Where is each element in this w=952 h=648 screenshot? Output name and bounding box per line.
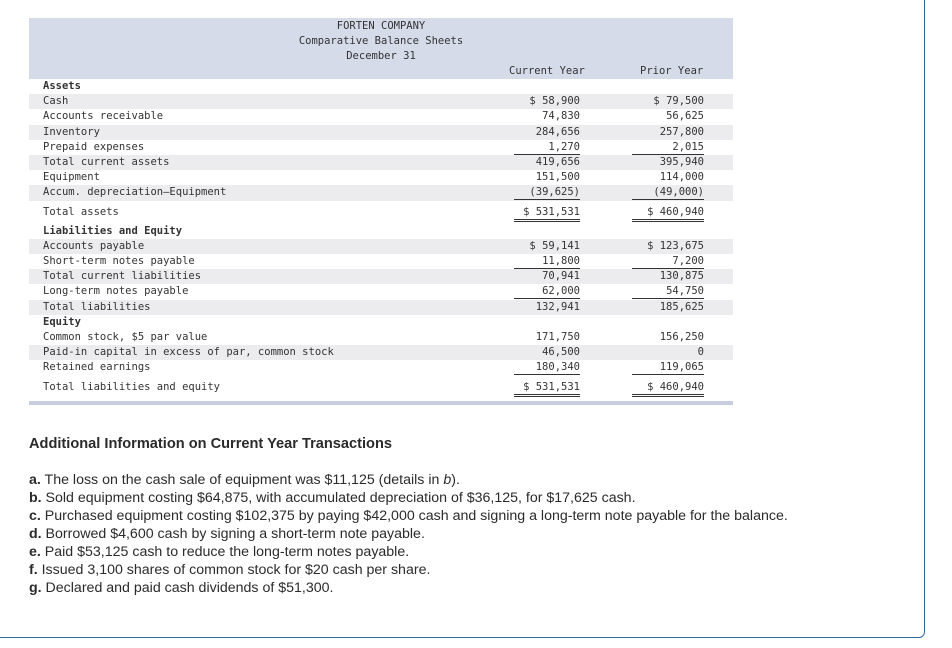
row-label: Inventory <box>43 125 100 138</box>
current-year-value: $ 59,141 <box>529 239 580 252</box>
transaction-letter: b. <box>29 490 42 506</box>
balance-sheet-row <box>29 94 733 109</box>
balance-sheet-row <box>29 109 733 124</box>
current-year-value: 1,270 <box>514 141 580 155</box>
row-label: Total assets <box>43 205 119 218</box>
row-label: Equipment <box>43 171 100 184</box>
balance-sheet-row <box>29 79 733 94</box>
prior-year-value: $ 79,500 <box>653 95 704 108</box>
transaction-text: Issued 3,100 shares of common stock for $20 cash per share. <box>37 562 431 578</box>
balance-sheet-row <box>29 269 733 284</box>
row-label: Prepaid expenses <box>43 140 145 153</box>
prior-year-value: (49,000) <box>632 186 704 200</box>
statement-title: Comparative Balance Sheets <box>298 35 464 47</box>
row-label: Long-term notes payable <box>43 285 189 298</box>
row-label: Liabilities and Equity <box>43 224 183 237</box>
balance-sheet-row <box>29 239 733 254</box>
company-name: FORTEN COMPANY <box>336 20 426 32</box>
additional-info-list <box>29 471 909 597</box>
current-year-value: 419,656 <box>535 155 580 168</box>
prior-year-value: 2,015 <box>632 141 704 155</box>
transaction-letter: c. <box>29 508 41 524</box>
balance-sheet-row <box>29 140 733 155</box>
balance-sheet-row <box>29 205 733 220</box>
prior-year-value: 114,000 <box>659 171 704 184</box>
current-year-value: (39,625) <box>514 186 580 200</box>
current-year-value: 46,500 <box>542 346 580 359</box>
balance-sheet-row <box>29 125 733 140</box>
prior-year-value: 7,200 <box>632 255 704 269</box>
transaction-letter: d. <box>29 526 42 542</box>
transaction-item <box>29 579 909 597</box>
row-label: Total liabilities and equity <box>43 380 221 393</box>
row-label: Accum. depreciation—Equipment <box>43 186 227 199</box>
prior-year-value: $ 123,675 <box>647 239 704 252</box>
row-label: Retained earnings <box>43 361 151 374</box>
balance-sheet-row <box>29 330 733 345</box>
current-year-value: 70,941 <box>542 270 580 283</box>
row-label: Cash <box>43 95 69 108</box>
transaction-letter: e. <box>29 544 41 560</box>
balance-sheet-rows <box>29 79 733 395</box>
transaction-item <box>29 471 909 489</box>
current-year-value: $ 58,900 <box>529 95 580 108</box>
balance-sheet-row <box>29 254 733 269</box>
current-year-value: 180,340 <box>514 361 580 375</box>
transaction-text: Borrowed $4,600 cash by signing a short-term note payable. <box>41 526 425 542</box>
transaction-item <box>29 489 909 507</box>
transaction-text: Sold equipment costing $64,875, with accumulated depreciation of $36,125, for $17,625 cash. <box>41 490 636 506</box>
balance-sheet-header <box>29 18 733 79</box>
row-label: Total current assets <box>43 155 170 168</box>
current-year-value: $ 531,531 <box>514 205 580 222</box>
transaction-item <box>29 561 909 579</box>
column-header-current-year: Current Year <box>509 65 585 77</box>
balance-sheet-row <box>29 345 733 360</box>
prior-year-value: 156,250 <box>659 331 704 343</box>
balance-sheet-row <box>29 284 733 299</box>
row-label: Common stock, $5 par value <box>43 331 208 343</box>
balance-sheet-row <box>29 360 733 375</box>
transaction-item <box>29 525 909 543</box>
current-year-value: 62,000 <box>514 285 580 299</box>
column-header-prior-year: Prior Year <box>640 65 704 77</box>
prior-year-value: 257,800 <box>659 125 704 138</box>
current-year-value: 11,800 <box>514 255 580 269</box>
balance-sheet-row <box>29 315 733 330</box>
additional-information <box>29 436 909 597</box>
transaction-letter: g. <box>29 580 42 596</box>
balance-sheet-row <box>29 300 733 315</box>
prior-year-value: $ 460,940 <box>632 205 704 222</box>
current-year-value: 284,656 <box>535 125 580 138</box>
balance-sheet-table <box>29 18 733 405</box>
transaction-letter: f. <box>29 562 38 578</box>
row-label: Assets <box>43 80 81 92</box>
transaction-text: The loss on the cash sale of equipment was $11,125 (details in <box>40 472 444 488</box>
row-label: Accounts payable <box>43 239 145 252</box>
row-label: Equity <box>43 315 81 328</box>
current-year-value: 151,500 <box>535 171 580 184</box>
current-year-value: 171,750 <box>535 331 580 343</box>
balance-sheet-row <box>29 155 733 170</box>
current-year-value: 74,830 <box>542 110 580 123</box>
prior-year-value: 130,875 <box>659 270 704 283</box>
statement-date: December 31 <box>346 50 416 62</box>
prior-year-value: 119,065 <box>632 361 704 375</box>
balance-sheet-row <box>29 380 733 395</box>
prior-year-value: 54,750 <box>632 285 704 299</box>
prior-year-value: 395,940 <box>659 155 704 168</box>
transaction-text-end: ). <box>451 472 460 488</box>
transaction-text: Declared and paid cash dividends of $51,300. <box>41 580 334 596</box>
balance-sheet-row <box>29 170 733 185</box>
prior-year-value: 0 <box>697 346 704 359</box>
transaction-letter: a. <box>29 472 41 488</box>
row-label: Total current liabilities <box>43 270 202 283</box>
current-year-value: $ 531,531 <box>514 380 580 397</box>
prior-year-value: $ 460,940 <box>632 380 704 397</box>
row-label: Accounts receivable <box>43 110 164 123</box>
transaction-text: Purchased equipment costing $102,375 by paying $42,000 cash and signing a long-term note payable for the balance. <box>40 508 788 524</box>
table-footer-bar <box>29 401 733 405</box>
current-year-value: 132,941 <box>535 300 580 313</box>
transaction-item <box>29 543 909 561</box>
row-label: Short-term notes payable <box>43 255 195 268</box>
balance-sheet-row <box>29 185 733 200</box>
additional-info-heading: Additional Information on Current Year Transactions <box>29 436 393 452</box>
prior-year-value: 56,625 <box>666 110 704 123</box>
transaction-reference: b <box>443 472 452 488</box>
prior-year-value: 185,625 <box>659 300 704 313</box>
row-label: Paid-in capital in excess of par, common stock <box>43 346 334 359</box>
balance-sheet-row <box>29 224 733 239</box>
transaction-text: Paid $53,125 cash to reduce the long-term notes payable. <box>40 544 410 560</box>
row-label: Total liabilities <box>43 300 151 313</box>
transaction-item <box>29 507 909 525</box>
